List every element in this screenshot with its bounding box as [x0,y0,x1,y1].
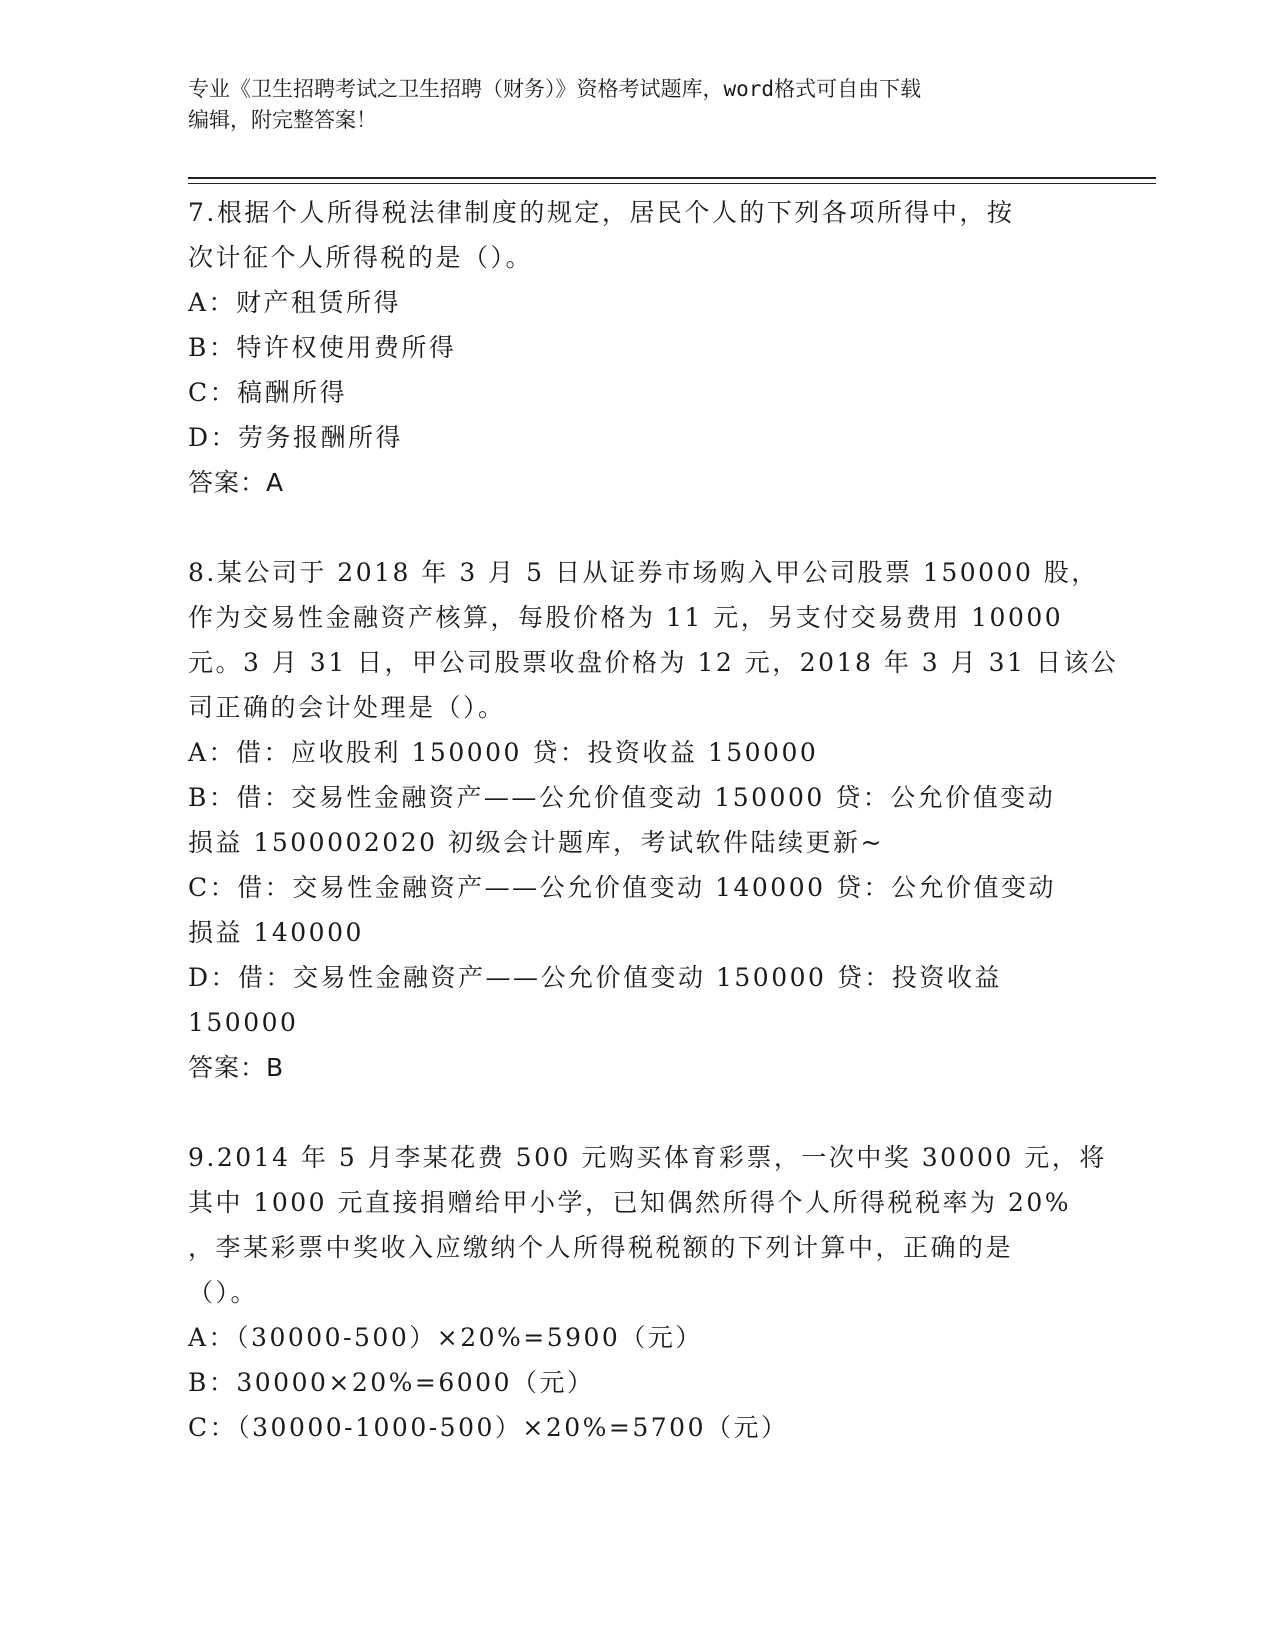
question-block [188,550,1119,1090]
option-b [188,775,1088,865]
option-a [188,1315,1088,1360]
spacer [188,505,1088,550]
option-b [188,1360,1088,1405]
header-divider [188,177,1156,179]
option-line: A：（30000-500）×20%=5900（元） [188,1323,703,1352]
option-line: A：借：应收股利 150000 贷：投资收益 150000 [188,738,819,767]
option-a [188,280,1088,325]
question-line: 9.2014 年 5 月李某花费 500 元购买体育彩票，一次中奖 30000 元，将 [188,1143,1107,1172]
option-c [188,1405,1088,1450]
question-list [188,190,1119,1450]
option-c [188,370,1088,415]
question-line: ，李某彩票中奖收入应缴纳个人所得税税额的下列计算中，正确的是 [188,1233,1014,1262]
option-d [188,955,1088,1045]
option-line: 损益 1500002020 初级会计题库，考试软件陆续更新~ [188,828,884,857]
option-line: B：借：交易性金融资产——公允价值变动 150000 贷：公允价值变动 [188,783,1056,812]
question-stem [188,190,1088,280]
question-line: （）。 [188,1278,259,1307]
option-line: A：财产租赁所得 [188,288,402,317]
answer: 答案：A [188,468,285,497]
question-line: 次计征个人所得税的是（）。 [188,243,534,272]
question-stem [188,1135,1107,1315]
question-line: 司正确的会计处理是（）。 [188,693,506,722]
option-line: C：（30000-1000-500）×20%=5700（元） [188,1413,789,1442]
option-b [188,325,1088,370]
option-line: B：30000×20%=6000（元） [188,1368,595,1397]
option-line: C：稿酬所得 [188,378,348,407]
question-line: 7.根据个人所得税法律制度的规定，居民个人的下列各项所得中，按 [188,198,1015,227]
option-line: D：劳务报酬所得 [188,423,404,452]
option-line: 损益 140000 [188,918,364,947]
option-c [188,865,1088,955]
question-block [188,1135,1107,1450]
option-a [188,730,1088,775]
answer: 答案：B [188,1053,285,1082]
question-line: 8.某公司于 2018 年 3 月 5 日从证券市场购入甲公司股票 150000 股， [188,558,1099,587]
option-d [188,415,1088,460]
question-line: 作为交易性金融资产核算，每股价格为 11 元，另支付交易费用 10000 [188,603,1064,632]
document-header [188,74,1068,136]
question-line: 其中 1000 元直接捐赠给甲小学，已知偶然所得个人所得税税率为 20% [188,1188,1072,1217]
option-line: B：特许权使用费所得 [188,333,457,362]
header-line: 编辑，附完整答案！ [188,108,377,132]
header-line: 专业《卫生招聘考试之卫生招聘（财务）》资格考试题库，word格式可自由下载 [188,77,922,101]
question-block [188,190,1088,505]
spacer [188,1090,1088,1135]
option-line: 150000 [188,1008,299,1037]
option-line: C：借：交易性金融资产——公允价值变动 140000 贷：公允价值变动 [188,873,1056,902]
question-stem [188,550,1119,730]
header-divider [188,183,1156,184]
question-line: 元。3 月 31 日，甲公司股票收盘价格为 12 元，2018 年 3 月 31 日该公 [188,648,1119,677]
option-line: D：借：交易性金融资产——公允价值变动 150000 贷：投资收益 [188,963,1002,992]
